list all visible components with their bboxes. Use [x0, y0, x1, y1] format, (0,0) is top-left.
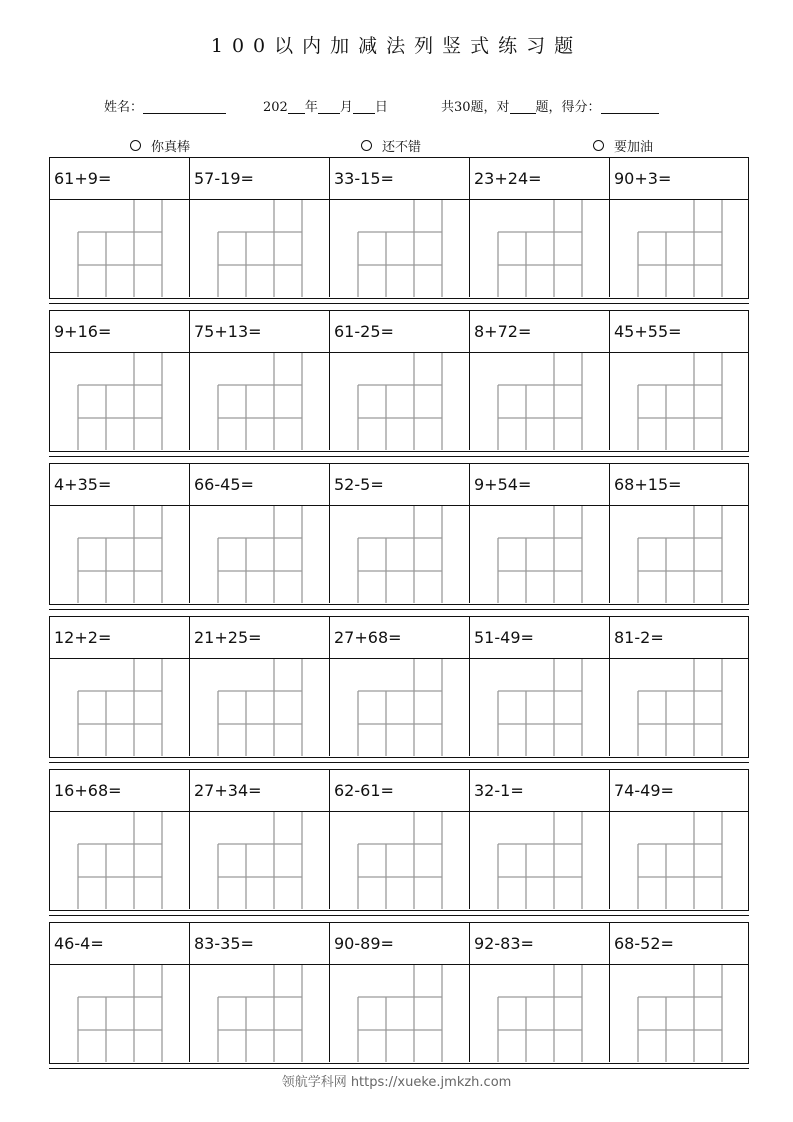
problem-cell: [329, 311, 469, 450]
vertical-calc-grid: [610, 965, 750, 1062]
problem-row: [49, 769, 749, 911]
problem-cell: [609, 311, 749, 450]
vertical-calc-grid: [470, 812, 610, 909]
problem-cell: [50, 770, 190, 909]
answer-grid[interactable]: [50, 659, 190, 756]
row-separator: [49, 609, 749, 610]
problem-row: [49, 157, 749, 299]
problem-text: 68-52=: [610, 923, 749, 965]
problem-text: 16+68=: [50, 770, 190, 812]
answer-grid[interactable]: [610, 506, 749, 603]
problem-text: 4+35=: [50, 464, 190, 506]
answer-grid[interactable]: [50, 200, 190, 297]
answer-grid[interactable]: [610, 353, 749, 450]
vertical-calc-grid: [470, 659, 610, 756]
row-separator: [49, 303, 749, 304]
day-label: 日: [374, 100, 388, 115]
vertical-calc-grid: [190, 659, 330, 756]
rating-label: 要加油: [614, 140, 654, 155]
rating-option-3[interactable]: [593, 136, 653, 155]
problem-text: 9+54=: [470, 464, 609, 506]
answer-grid[interactable]: [50, 353, 190, 450]
answer-grid[interactable]: [610, 812, 749, 909]
answer-grid[interactable]: [470, 659, 609, 756]
problem-cell: [609, 617, 749, 756]
rating-option-2[interactable]: [361, 136, 421, 155]
vertical-calc-grid: [50, 659, 190, 756]
vertical-calc-grid: [330, 506, 470, 603]
footer-watermark: 领航学科网 https://xueke.jmkzh.com: [281, 1075, 512, 1090]
problem-text: 9+16=: [50, 311, 190, 353]
problem-text: 23+24=: [470, 158, 609, 200]
problem-text: 62-61=: [330, 770, 469, 812]
problem-cell: [329, 158, 469, 297]
vertical-calc-grid: [330, 659, 470, 756]
radio-circle-icon[interactable]: [593, 140, 604, 151]
problem-text: 61+9=: [50, 158, 190, 200]
problem-text: 8+72=: [470, 311, 609, 353]
vertical-calc-grid: [50, 200, 190, 297]
problem-row: [49, 310, 749, 452]
row-separator: [49, 456, 749, 457]
vertical-calc-grid: [330, 200, 470, 297]
name-label: 姓名：: [104, 100, 144, 115]
page-title: 100以内加减法列竖式练习题: [210, 35, 583, 57]
vertical-calc-grid: [190, 353, 330, 450]
vertical-calc-grid: [610, 200, 750, 297]
problem-row: [49, 922, 749, 1064]
problem-text: 27+68=: [330, 617, 469, 659]
problem-text: 21+25=: [190, 617, 329, 659]
answer-grid[interactable]: [190, 965, 329, 1062]
problem-text: 68+15=: [610, 464, 749, 506]
vertical-calc-grid: [50, 812, 190, 909]
problem-cell: [469, 311, 609, 450]
problem-cell: [189, 617, 329, 756]
vertical-calc-grid: [470, 353, 610, 450]
problem-text: 75+13=: [190, 311, 329, 353]
problem-cell: [469, 770, 609, 909]
vertical-calc-grid: [190, 812, 330, 909]
answer-grid[interactable]: [330, 200, 469, 297]
row-separator: [49, 1068, 749, 1069]
problem-text: 83-35=: [190, 923, 329, 965]
problem-cell: [469, 923, 609, 1062]
name-blank[interactable]: [143, 99, 226, 114]
vertical-calc-grid: [330, 965, 470, 1062]
score-blank[interactable]: [601, 99, 659, 114]
rating-option-1[interactable]: [130, 136, 190, 155]
problem-text: 66-45=: [190, 464, 329, 506]
answer-grid[interactable]: [610, 965, 749, 1062]
problem-cell: [329, 464, 469, 603]
problem-cell: [50, 311, 190, 450]
problem-text: 32-1=: [470, 770, 609, 812]
problem-cell: [189, 311, 329, 450]
date-field: [263, 96, 388, 115]
problem-row: [49, 463, 749, 605]
answer-grid[interactable]: [330, 965, 469, 1062]
answer-grid[interactable]: [610, 659, 749, 756]
year-blank[interactable]: [288, 99, 305, 114]
problem-text: 33-15=: [330, 158, 469, 200]
problem-text: 81-2=: [610, 617, 749, 659]
vertical-calc-grid: [190, 200, 330, 297]
problem-cell: [50, 158, 190, 297]
year-label: 年: [304, 100, 318, 115]
vertical-calc-grid: [330, 812, 470, 909]
vertical-calc-grid: [470, 506, 610, 603]
problem-text: 45+55=: [610, 311, 749, 353]
problem-cell: [189, 158, 329, 297]
problem-text: 57-19=: [190, 158, 329, 200]
score-field: [441, 96, 659, 115]
vertical-calc-grid: [470, 200, 610, 297]
problem-text: 27+34=: [190, 770, 329, 812]
answer-grid[interactable]: [470, 812, 609, 909]
answer-grid[interactable]: [330, 506, 469, 603]
vertical-calc-grid: [190, 506, 330, 603]
answer-grid[interactable]: [330, 353, 469, 450]
problem-cell: [329, 923, 469, 1062]
problem-cell: [469, 464, 609, 603]
rating-label: 你真棒: [151, 140, 191, 155]
problem-text: 90+3=: [610, 158, 749, 200]
problem-cell: [50, 464, 190, 603]
problem-text: 12+2=: [50, 617, 190, 659]
problem-cell: [609, 158, 749, 297]
problem-cell: [189, 923, 329, 1062]
row-separator: [49, 762, 749, 763]
problem-text: 74-49=: [610, 770, 749, 812]
vertical-calc-grid: [610, 506, 750, 603]
month-label: 月: [339, 100, 353, 115]
problem-cell: [189, 464, 329, 603]
vertical-calc-grid: [610, 353, 750, 450]
problem-cell: [609, 464, 749, 603]
vertical-calc-grid: [50, 506, 190, 603]
total-text: 共30题，对: [441, 100, 510, 115]
rating-label: 还不错: [382, 140, 422, 155]
problem-text: 52-5=: [330, 464, 469, 506]
answer-grid[interactable]: [190, 200, 329, 297]
problem-cell: [609, 923, 749, 1062]
problem-cell: [469, 158, 609, 297]
vertical-calc-grid: [470, 965, 610, 1062]
answer-grid[interactable]: [470, 200, 609, 297]
vertical-calc-grid: [330, 353, 470, 450]
answer-grid[interactable]: [470, 506, 609, 603]
answer-grid[interactable]: [190, 506, 329, 603]
problem-cell: [50, 617, 190, 756]
answer-grid[interactable]: [190, 353, 329, 450]
problem-cell: [609, 770, 749, 909]
problem-text: 46-4=: [50, 923, 190, 965]
problem-cell: [329, 770, 469, 909]
radio-circle-icon[interactable]: [130, 140, 141, 151]
answer-grid[interactable]: [190, 812, 329, 909]
answer-grid[interactable]: [50, 965, 190, 1062]
correct-blank[interactable]: [510, 99, 536, 114]
year-prefix: 202: [263, 100, 288, 115]
day-blank[interactable]: [353, 99, 375, 114]
answer-grid[interactable]: [190, 659, 329, 756]
problem-text: 90-89=: [330, 923, 469, 965]
name-field: [104, 96, 226, 115]
problem-cell: [189, 770, 329, 909]
problem-text: 51-49=: [470, 617, 609, 659]
answer-grid[interactable]: [610, 200, 749, 297]
problem-text: 92-83=: [470, 923, 609, 965]
radio-circle-icon[interactable]: [361, 140, 372, 151]
problem-row: [49, 616, 749, 758]
problem-cell: [469, 617, 609, 756]
problem-cell: [50, 923, 190, 1062]
answer-grid[interactable]: [330, 659, 469, 756]
problem-text: 61-25=: [330, 311, 469, 353]
answer-grid[interactable]: [330, 812, 469, 909]
month-blank[interactable]: [318, 99, 340, 114]
vertical-calc-grid: [190, 965, 330, 1062]
row-separator: [49, 915, 749, 916]
vertical-calc-grid: [50, 353, 190, 450]
vertical-calc-grid: [50, 965, 190, 1062]
answer-grid[interactable]: [470, 353, 609, 450]
problem-cell: [329, 617, 469, 756]
answer-grid[interactable]: [50, 812, 190, 909]
vertical-calc-grid: [610, 812, 750, 909]
vertical-calc-grid: [610, 659, 750, 756]
score-label: 题，得分：: [535, 100, 601, 115]
answer-grid[interactable]: [50, 506, 190, 603]
answer-grid[interactable]: [470, 965, 609, 1062]
